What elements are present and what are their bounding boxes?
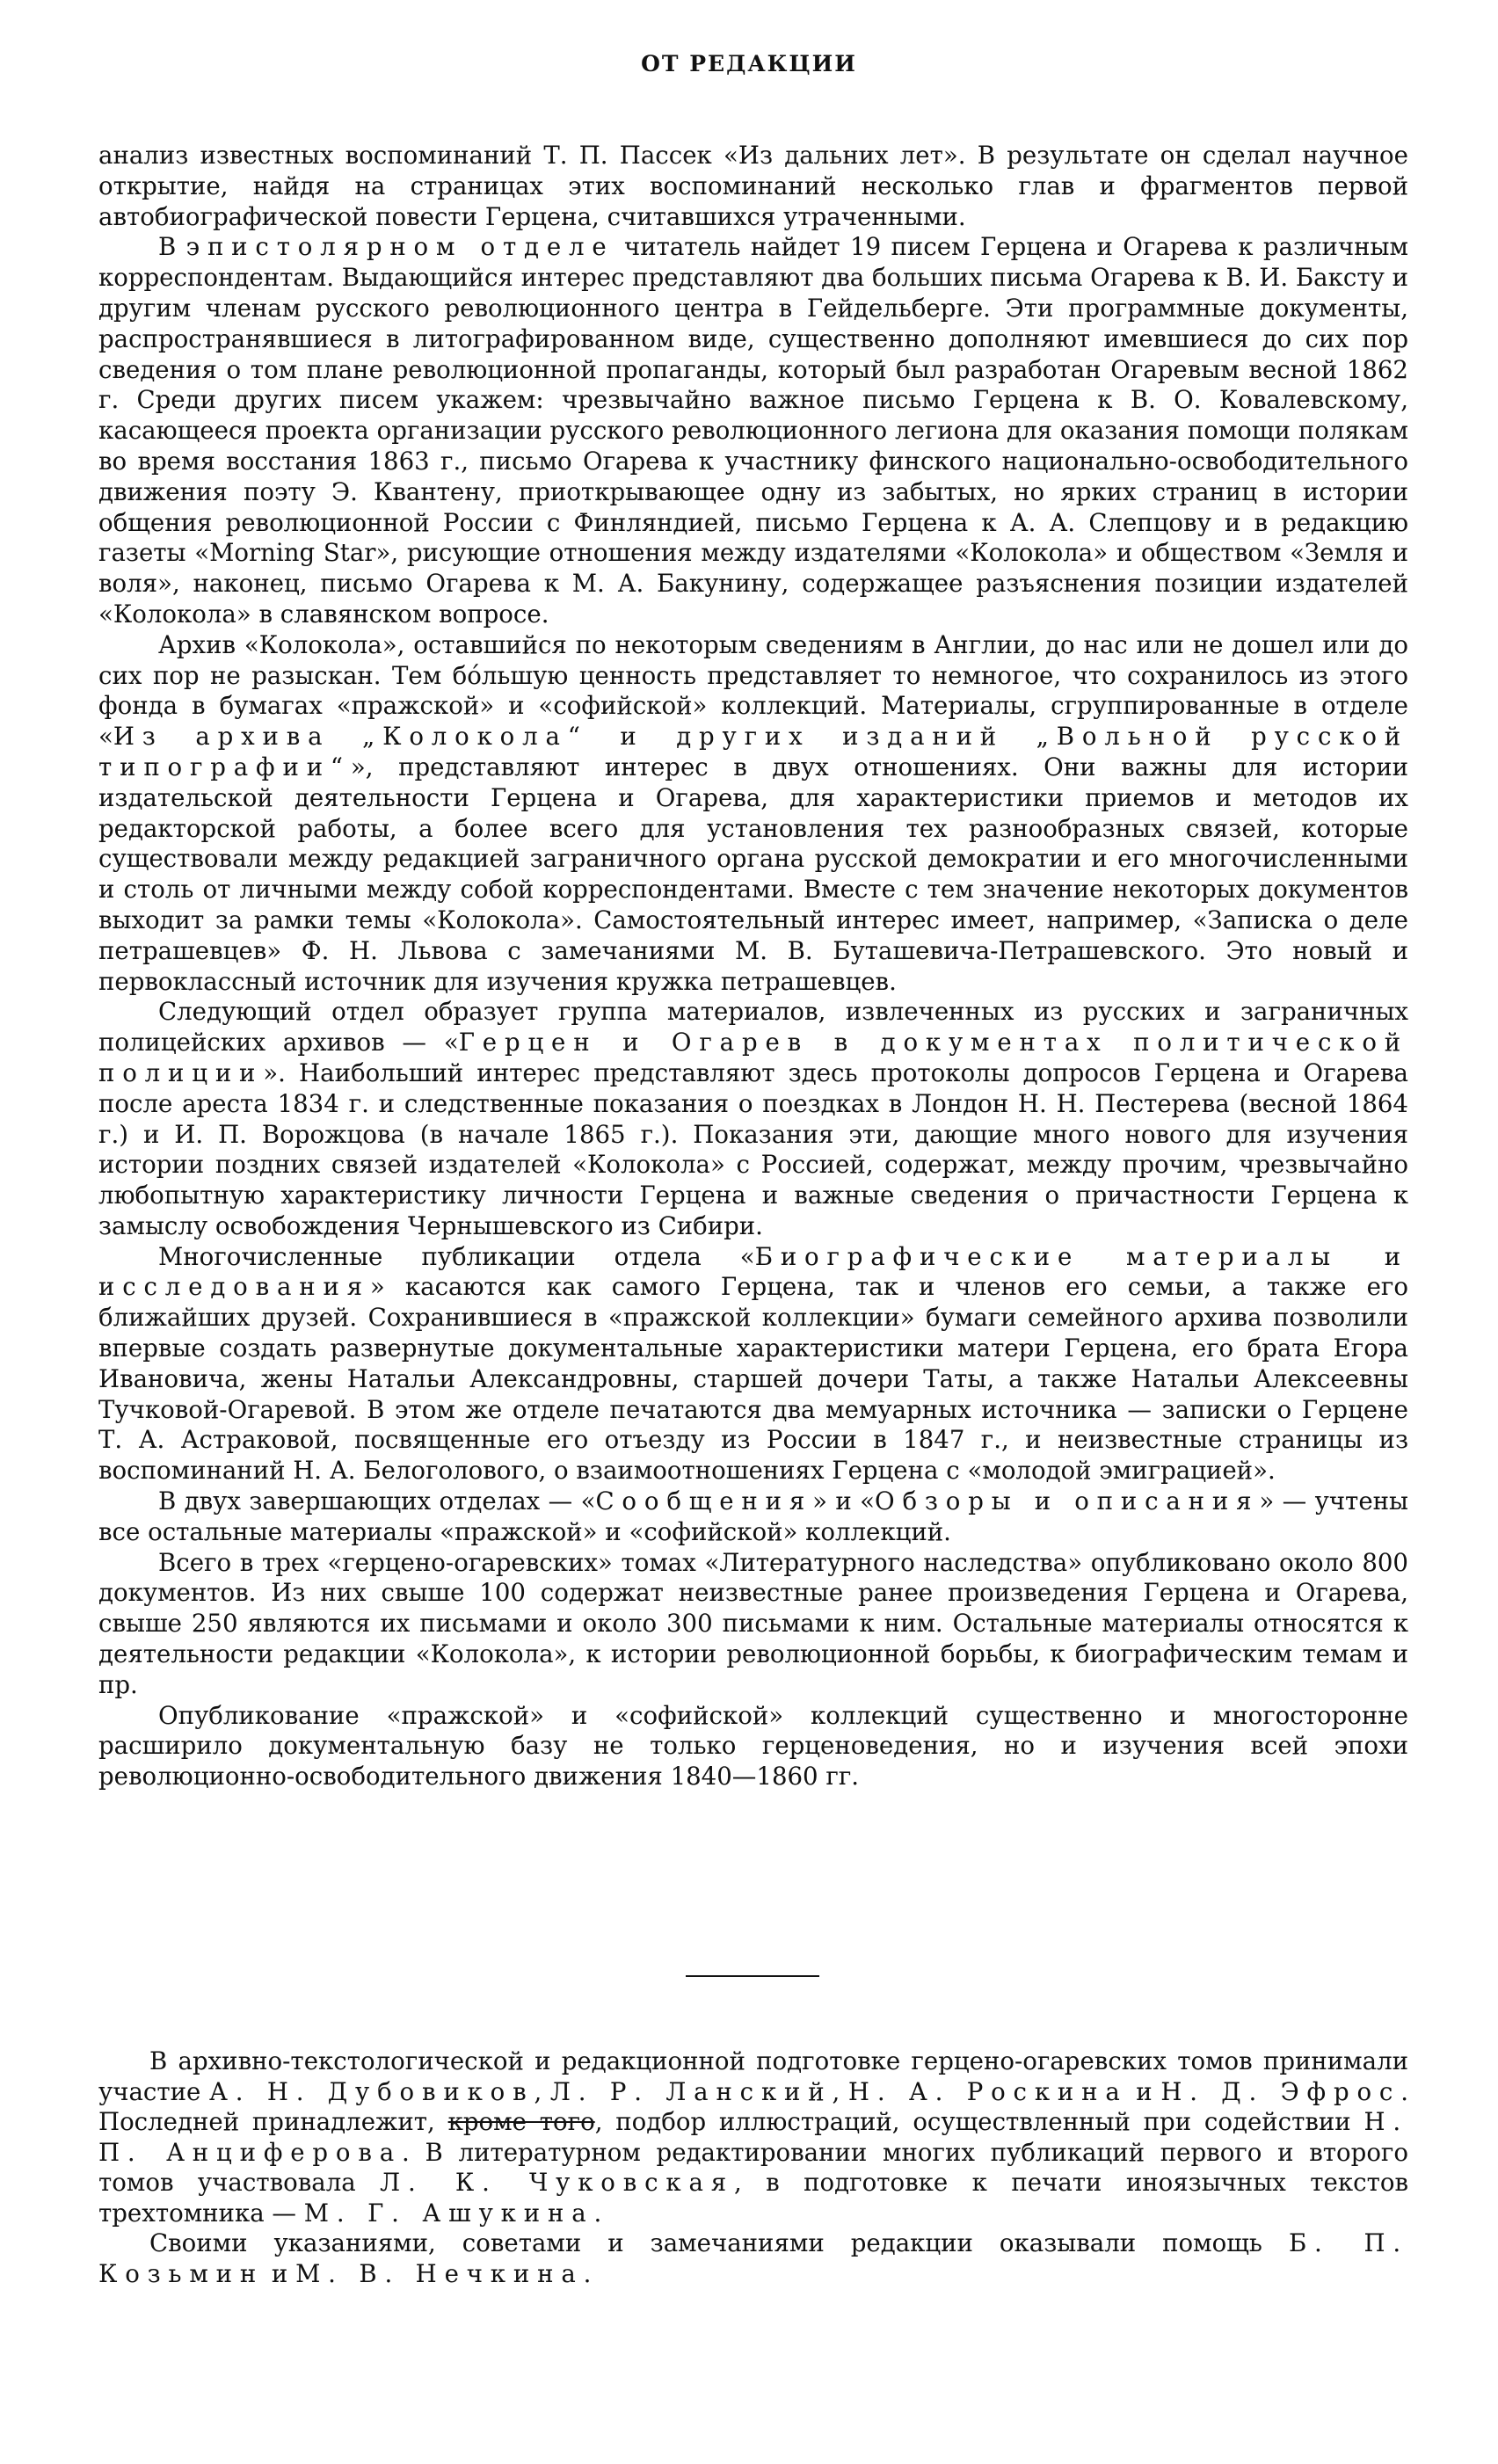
note-text: и <box>264 2258 296 2288</box>
section-reviews: Обзоры и описания <box>875 1486 1260 1516</box>
paragraph-7: Всего в трех «герцено-огаревских» томах «Литературного наследства» опубликовано около 800 документов. Из них свыше 100 содержат неизвестные ранее произведения Герцена и Огарева, свыше 250 являются их письмами и около 300 письмами к ним. Остальные материалы относятся к деятельности редакции «Колокола», к истории революционной борьбы, к биографическим темам и пр. <box>98 1547 1408 1699</box>
struck-text: кроме того <box>447 2107 595 2136</box>
running-header: ОТ РЕДАКЦИИ <box>641 51 857 76</box>
paragraph-6 <box>98 1486 1408 1548</box>
note-text: . Последней принадлежит, <box>98 2076 1409 2136</box>
paragraph-3 <box>98 630 1408 998</box>
p2-pre: В <box>158 232 177 262</box>
note-text: . В литературном редактировании многих публикаций первого и второго томов участвовала <box>98 2137 1408 2197</box>
paragraph-2 <box>98 232 1408 629</box>
p6-pre: В двух завершающих отделах — « <box>158 1486 596 1516</box>
note-text: Своими указаниями, советами и замечаниями редакции оказывали помощь <box>149 2228 1289 2257</box>
editorial-note <box>98 2046 1408 2289</box>
note-paragraph-1 <box>98 2046 1408 2228</box>
section-reports: Сообщения <box>595 1486 813 1516</box>
note-paragraph-2 <box>98 2228 1408 2289</box>
note-text: и <box>1127 2076 1161 2106</box>
p6-mid: » и « <box>812 1486 876 1516</box>
p6-post: » — учтены все остальные материалы «пражской» и «софийской» коллекций. <box>98 1486 1409 1546</box>
p2-post: читатель найдет 19 писем Герцена и Огарева к различным корреспондентам. Выдающийся интерес представляют два больших письма Огарева к В. И. Баксту и другим членам русского революционного центра в Гейдельберге. Эти программные документы, распространявшиеся в литографированном виде, существенно дополняют имевшиеся до сих пор сведения о том плане революционной пропаганды, который был разработан Огаревым весной 1862 г. Среди других писем укажем: чрезвычайно важное письмо Герцена к В. О. Ковалевскому, касающееся проекта организации русского революционного легиона для оказания помощи полякам во время восстания 1863 г., письмо Огарева к участнику финского национально-освободительного движения поэту Э. Квантену, приоткрывающее одну из забытых, но ярких страниц в истории общения революционной России с Финляндией, письмо Герцена к А. А. Слепцову и в редакцию газеты «Morning Star», рисующие отношения между издателями «Колокола» и обществом «Земля и воля», наконец, письмо Огарева к М. А. Бакунину, содержащее разъяснения позиции издателей «Колокола» в славянском вопросе. <box>98 232 1408 629</box>
paragraph-8: Опубликование «пражской» и «софийской» коллекций существенно и многосторонне расширило документальную базу не только герценоведения, но и изучения всей эпохи революционно-освободительного движения 1840—1860 гг. <box>98 1700 1408 1792</box>
p4-pre: Следующий отдел образует группа материалов, извлеченных из русских и заграничных полицейских архивов — « <box>98 997 1408 1058</box>
person-name: М. Г. Ашукина <box>303 2198 594 2228</box>
paragraph-5 <box>98 1242 1408 1486</box>
section-biographical: Биографические материалы и исследования <box>98 1241 1409 1302</box>
p5-pre: Многочисленные публикации отдела « <box>158 1241 755 1271</box>
section-police-documents: Герцен и Огарев в документах политической полиции <box>98 1028 1408 1087</box>
paragraph-4 <box>98 997 1408 1241</box>
p5-post: » касаются как самого Герцена, так и членов его семьи, а также его ближайших друзей. Сохранившиеся в «пражской коллекции» бумаги семейного архива позволили впервые создать развернутые документальные характеристики матери Герцена, его брата Егора Ивановича, жены Натальи Александровны, старшей дочери Таты, а также Натальи Алексеевны Тучковой-Огаревой. В этом же отделе печатаются два мемуарных источника — записки о Герцене Т. А. Астраковой, посвященные его отъезду из России в 1847 г., и неизвестные страницы из воспоминаний Н. А. Белоголового, о взаимоотношениях Герцена с «молодой эмиграцией». <box>98 1272 1408 1486</box>
paragraph-1: анализ известных воспоминаний Т. П. Пассек «Из дальних лет». В результате он сделал научное открытие, найдя на страницах этих воспоминаний несколько глав и фрагментов первой автобиографической повести Герцена, считавшихся утраченными. <box>98 141 1408 231</box>
section-kolokol-archive: Из архива „Колокола“ и других изданий „Вольной русской типографии“ <box>98 722 1408 781</box>
note-text: , в подготовке к печати иноязычных текстов трехтомника — <box>98 2168 1408 2228</box>
person-name: Л. К. Чуковская <box>380 2168 734 2197</box>
note-text: , <box>832 2076 848 2106</box>
note-text: . <box>583 2258 592 2288</box>
note-text: . <box>593 2198 602 2228</box>
p3-post: », представляют интерес в двух отношениях. Они важны для истории издательской деятельности Герцена и Огарева, для характеристики приемов и методов их редакторской работы, а более всего для установления тех разнообразных связей, которые существовали между редакцией заграничного органа русской демократии и его многочисленными и столь от личными между собой корреспондентами. Вместе с тем значение некоторых документов выходит за рамки темы «Колокола». Самостоятельный интерес имеет, например, «Записка о деле петрашевцев» Ф. Н. Львова с замечаниями М. В. Буташевича-Петрашевского. Это новый и первоклассный источник для изучения кружка петрашевцев. <box>98 752 1408 996</box>
person-name: М. В. Нечкина <box>295 2258 584 2288</box>
section-epistolary: эпистолярном отделе <box>185 232 614 262</box>
p4-post: ». Наибольший интерес представляют здесь протоколы допросов Герцена и Огарева после ареста 1834 г. и следственные показания о поездках в Лондон Н. Н. Пестерева (весной 1864 г.) и И. П. Ворожцова (в начале 1865 г.). Показания эти, дающие много нового для изучения истории поздних связей издателей «Колокола» с Россией, содержат, между прочим, чрезвычайно любопытную характеристику личности Герцена и важные сведения о причастности Герцена к замыслу освобождения Чернышевского из Сибири. <box>98 1058 1408 1240</box>
note-text: В архивно-текстологической и редакционной подготовке герцено-огаревских томов принимали участие <box>98 2046 1408 2106</box>
main-text <box>98 141 1408 1792</box>
note-text: , подбор иллюстраций, осуществленный при содействии <box>594 2107 1364 2136</box>
section-divider <box>686 1975 819 1977</box>
person-name: Н. П. Анциферова <box>98 2107 1408 2167</box>
note-text: , <box>534 2076 550 2106</box>
person-name: Н. А. Роскина <box>847 2076 1128 2106</box>
p3-pre: Архив «Колокола», оставшийся по некоторым сведениям в Англии, до нас или не дошел или до сих пор не разыскан. Тем бо́льшую ценность представляет то немногое, что сохранилось из этого фонда в бумагах «пражской» и «софийской» коллекций. Материалы, сгруппированные в отделе « <box>98 629 1408 752</box>
person-name: Б. П. Козьмин <box>98 2228 1408 2288</box>
person-name: Н. Д. Эфрос <box>1160 2076 1401 2106</box>
person-name: Л. Р. Ланский <box>549 2076 833 2106</box>
person-name: А. Н. Дубовиков <box>209 2076 534 2106</box>
